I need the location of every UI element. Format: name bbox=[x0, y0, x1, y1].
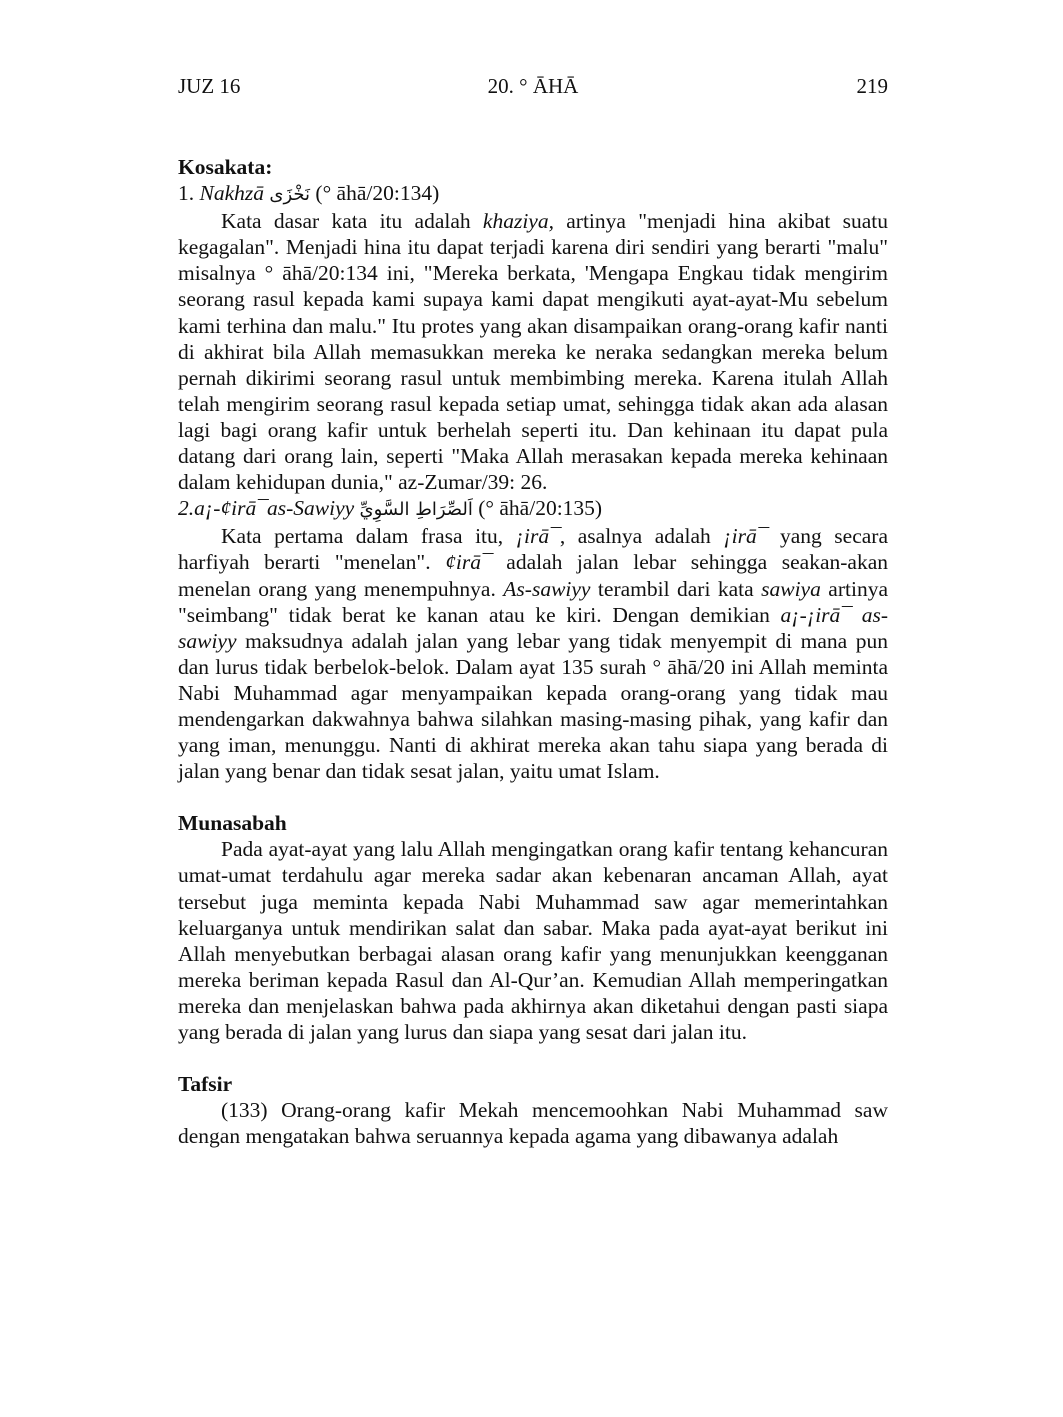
header-juz: JUZ 16 bbox=[178, 74, 241, 98]
italic-term: As-sawiyy bbox=[503, 576, 591, 601]
entry-term: Nakhzā bbox=[199, 181, 264, 206]
arabic-term: اَلصِّرَاطِ السَّوِيِّ bbox=[359, 499, 473, 521]
text-run: Kata dasar kata itu adalah bbox=[221, 209, 483, 234]
text-run: terambil dari kata bbox=[590, 576, 762, 601]
italic-term: ¡irā¯ bbox=[723, 524, 768, 549]
running-header bbox=[178, 74, 888, 102]
entry-number: 1. bbox=[178, 181, 200, 206]
kosakata-heading: Kosakata: bbox=[178, 155, 273, 179]
vocab-entry-2 bbox=[178, 495, 888, 523]
text-run: yang secara harfiyah berarti "menelan". bbox=[178, 524, 888, 575]
entry-1-explanation bbox=[178, 208, 888, 495]
tafsir-paragraph: (133) Orang-orang kafir Mekah mencemoohkan Nabi Muhammad saw dengan mengatakan bahwa seruannya kepada agama yang dibawanya adalah bbox=[178, 1098, 888, 1149]
italic-term: a¡-¡irā¯ as-sawiyy bbox=[178, 602, 888, 653]
munasabah-paragraph: Pada ayat-ayat yang lalu Allah mengingatkan orang kafir tentang kehancuran umat-umat terdahulu agar mereka sadar akan kebenaran ancaman Allah, ayat tersebut juga meminta kepada Nabi Muhammad saw agar memerintahkan keluarganya untuk mendirikan salat dan sabar. Maka pada ayat-ayat berikut ini Allah menyebutkan berbagai alasan orang kafir yang menunjukkan keengganan mereka beriman kepada Rasul dan Al-Qur’an. Kemudian Allah memperingatkan mereka dan menjelaskan bahwa pada akhirnya akan diketahui dengan pasti siapa yang berada di jalan yang lurus dan siapa yang sesat dari jalan itu. bbox=[178, 837, 888, 1044]
page-number: 219 bbox=[856, 74, 888, 98]
entry-reference: (° āhā/20:134) bbox=[315, 181, 440, 206]
text-run: artinya "seimbang" tidak berat ke kanan atau ke kiri. Dengan demikian bbox=[178, 576, 888, 627]
text-run: , asalnya adalah bbox=[559, 524, 724, 549]
vocab-entry-1 bbox=[178, 180, 888, 208]
entry-term: 2.a¡-¢irā¯as-Sawiyy bbox=[178, 496, 355, 521]
section-gap bbox=[178, 1045, 888, 1071]
arabic-term: نَخْزَى bbox=[269, 184, 311, 206]
text-run: adalah jalan lebar sehingga seakan-akan menelan orang yang menempuhnya. bbox=[178, 550, 888, 601]
page-body bbox=[178, 154, 888, 1149]
entry-2-explanation bbox=[178, 523, 888, 784]
tafsir-heading: Tafsir bbox=[178, 1072, 233, 1097]
italic-term: khaziya, bbox=[482, 209, 554, 234]
italic-term: ¢irā¯ bbox=[445, 550, 492, 575]
text-run: artinya "menjadi hina akibat suatu kegagalan". Menjadi hina itu dapat terjadi karena diri sendiri yang berarti "malu" misalnya ° āhā/20:134 ini, "Mereka berkata, 'Mengapa Engkau tidak mengirim seorang rasul kepada kami supaya kami dapat mengikuti ayat-ayat-Mu sebelum kami terhina dan malu." Itu protes yang akan disampaikan orang-orang kafir nanti di akhirat bila Allah memasukkan mereka ke neraka sedangkan mereka belum pernah dikirimi seorang rasul untuk membimbing mereka. Karena itulah Allah telah mengirim seorang rasul kepada setiap umat, sehingga tidak akan ada alasan lagi bagi orang kafir untuk berhelah seperti itu. Dan kehinaan itu dapat pula datang dari orang lain, seperti "Maka Allah merasakan kepada mereka kehinaan dalam kehidupan dunia," az-Zumar/39: 26. bbox=[178, 209, 888, 495]
text-run: maksudnya adalah jalan yang lebar yang tidak menyempit di mana pun dan lurus tidak berbelok-belok. Dalam ayat 135 surah ° āhā/20 ini Allah meminta Nabi Muhammad agar menyampaikan kepada orang-orang yang tidak mau mendengarkan dakwahnya bahwa silahkan masing-masing pihak, yang kafir dan yang iman, menunggu. Nanti di akhirat mereka akan tahu siapa yang berada di jalan yang benar dan tidak sesat jalan, yaitu umat Islam. bbox=[178, 628, 888, 784]
munasabah-heading: Munasabah bbox=[178, 811, 287, 836]
section-gap bbox=[178, 784, 888, 810]
italic-term: ¡irā¯ bbox=[515, 524, 560, 549]
text-run: Kata pertama dalam frasa itu, bbox=[221, 524, 516, 549]
header-surah: 20. ° ĀHĀ bbox=[487, 74, 579, 98]
entry-reference: (° āhā/20:135) bbox=[478, 496, 603, 521]
italic-term: sawiya bbox=[761, 576, 821, 601]
